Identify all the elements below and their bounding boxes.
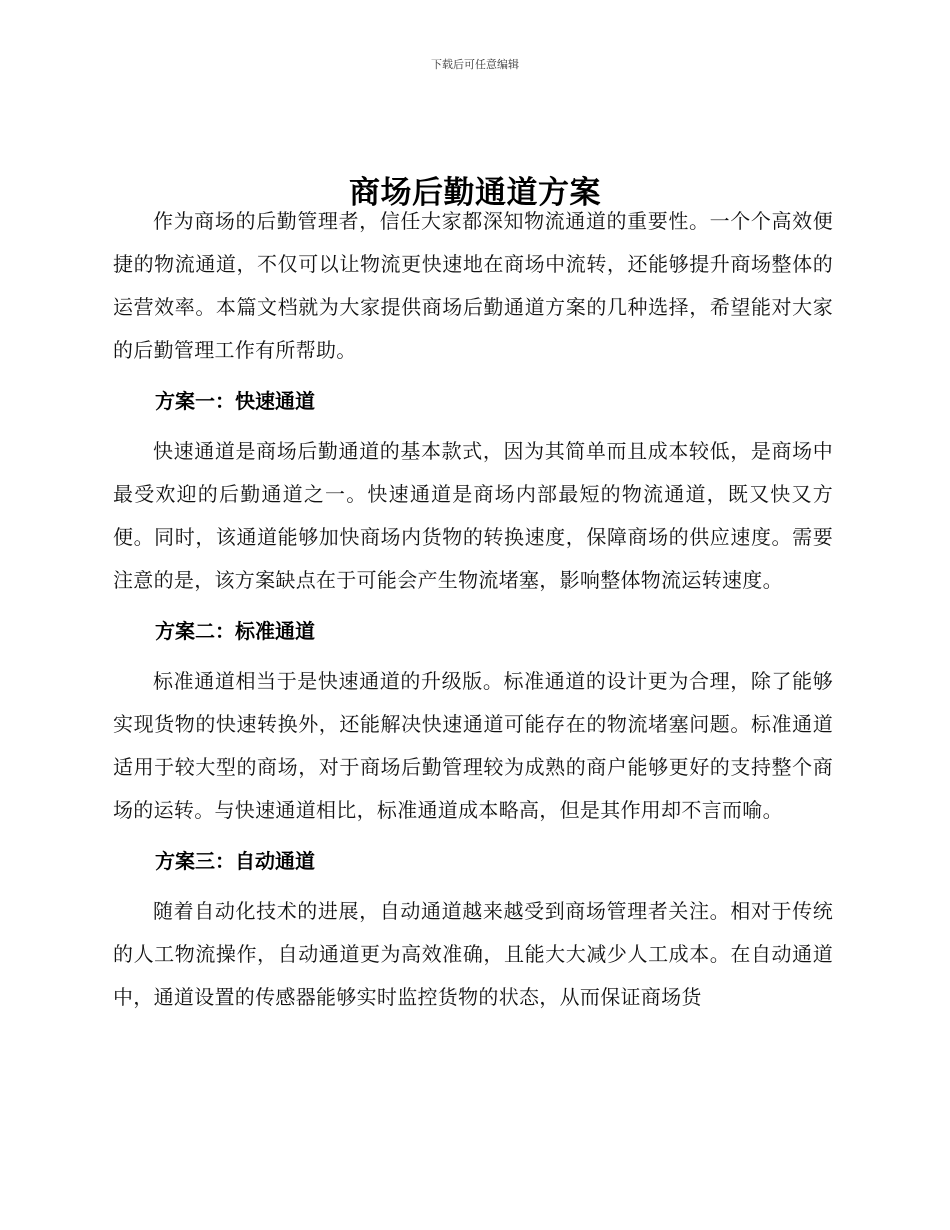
section-paragraph-2: 标准通道相当于是快速通道的升级版。标准通道的设计更为合理，除了能够实现货物的快速转换外，还能解决快速通道可能存在的物流堵塞问题。标准通道适用于较大型的商场，对于商场后勤管理较为成熟的商户能够更好的支持整个商场的运转。与快速通道相比，标准通道成本略高，但是其作用却不言而喻。 — [113, 669, 833, 822]
section-paragraph-3: 随着自动化技术的进展，自动通道越来越受到商场管理者关注。相对于传统的人工物流操作，自动通道更为高效准确，且能大大减少人工成本。在自动通道中，通道设置的传感器能够实时监控货物的状态，从而保证商场货 — [113, 899, 833, 1009]
header-note: 下载后可任意编辑 — [431, 58, 519, 71]
section-heading-2: 方案二：标准通道 — [155, 619, 315, 643]
section-heading-1: 方案一：快速通道 — [155, 389, 315, 413]
document-title: 商场后勤通道方案 — [349, 174, 601, 211]
document-body — [113, 200, 833, 1019]
section-heading-3: 方案三：自动通道 — [155, 849, 315, 873]
intro-paragraph: 作为商场的后勤管理者，信任大家都深知物流通道的重要性。一个个高效便捷的物流通道，不仅可以让物流更快速地在商场中流转，还能够提升商场整体的运营效率。本篇文档就为大家提供商场后勤通道方案的几种选择，希望能对大家的后勤管理工作有所帮助。 — [113, 209, 833, 362]
section-paragraph-1: 快速通道是商场后勤通道的基本款式，因为其简单而且成本较低，是商场中最受欢迎的后勤通道之一。快速通道是商场内部最短的物流通道，既又快又方便。同时，该通道能够加快商场内货物的转换速度，保障商场的供应速度。需要注意的是，该方案缺点在于可能会产生物流堵塞，影响整体物流运转速度。 — [113, 439, 833, 592]
